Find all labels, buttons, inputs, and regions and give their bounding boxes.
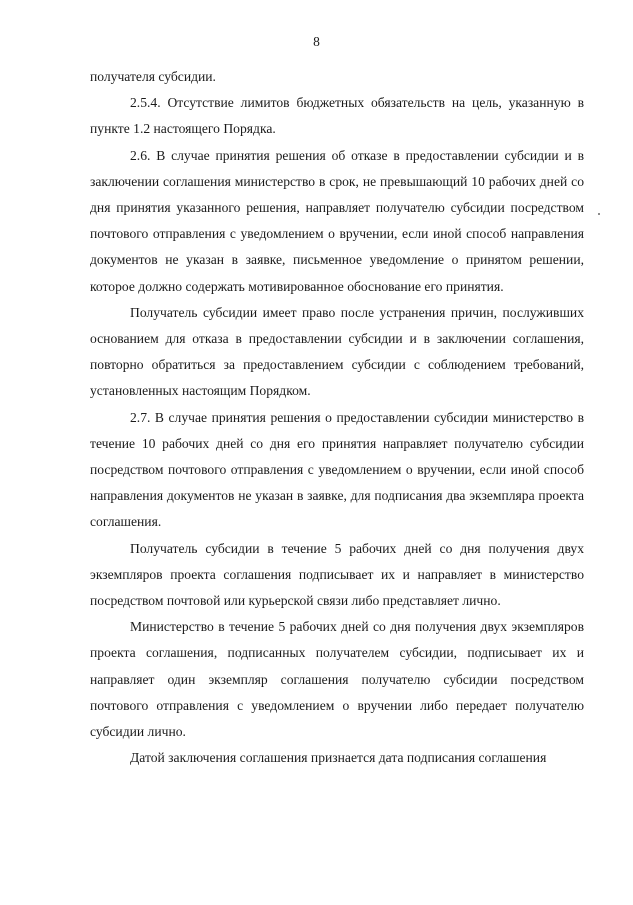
paragraph-conclusion-date: Датой заключения соглашения признается дата подписания соглашения	[130, 750, 547, 766]
paragraph-recipient-signs: Получатель субсидии в течение 5 рабочих дней со дня получения двух экземпляров проекта соглашения подписывает их и направляет в министерство посредством почтовой или курьерской связи либо представляет лично.	[90, 540, 584, 609]
paragraph-2-5-4: 2.5.4. Отсутствие лимитов бюджетных обязательств на цель, указанную в пункте 1.2 настоящего Порядка.	[90, 95, 584, 137]
paragraph-reapply: Получатель субсидии имеет право после устранения причин, послуживших основанием для отказа в предоставлении субсидии и в заключении соглашения, повторно обратиться за предоставлением субсидии с соблюдением требований, установленных настоящим Порядком.	[90, 304, 584, 399]
page-number: 8	[313, 34, 320, 49]
document-body	[90, 64, 584, 771]
paragraph-2-6: 2.6. В случае принятия решения об отказе в предоставлении субсидии и в заключении соглашения министерство в срок, не превышающий 10 рабочих дней со дня принятия указанного решения, направляет получателю субсидии посредством почтового отправления с уведомлением о вручении, если иной способ направления документов не указан в заявке, письменное уведомление о принятом решении, которое должно содержать мотивированное обоснование его принятия.	[90, 147, 584, 294]
scan-speck	[598, 213, 600, 215]
paragraph-2-7: 2.7. В случае принятия решения о предоставлении субсидии министерство в течение 10 рабочих дней со дня его принятия направляет получателю субсидии посредством почтового отправления с уведомлением о вручении, если иной способ направления документов не указан в заявке, для подписания два экземпляра проекта соглашения.	[90, 409, 584, 530]
paragraph-ministry-signs: Министерство в течение 5 рабочих дней со дня получения двух экземпляров проекта соглашения, подписанных получателем субсидии, подписывает их и направляет один экземпляр соглашения получателю субсидии посредством почтового отправления с уведомлением о вручении либо передает получателю субсидии лично.	[90, 619, 584, 740]
paragraph-continuation: получателя субсидии.	[90, 69, 216, 84]
